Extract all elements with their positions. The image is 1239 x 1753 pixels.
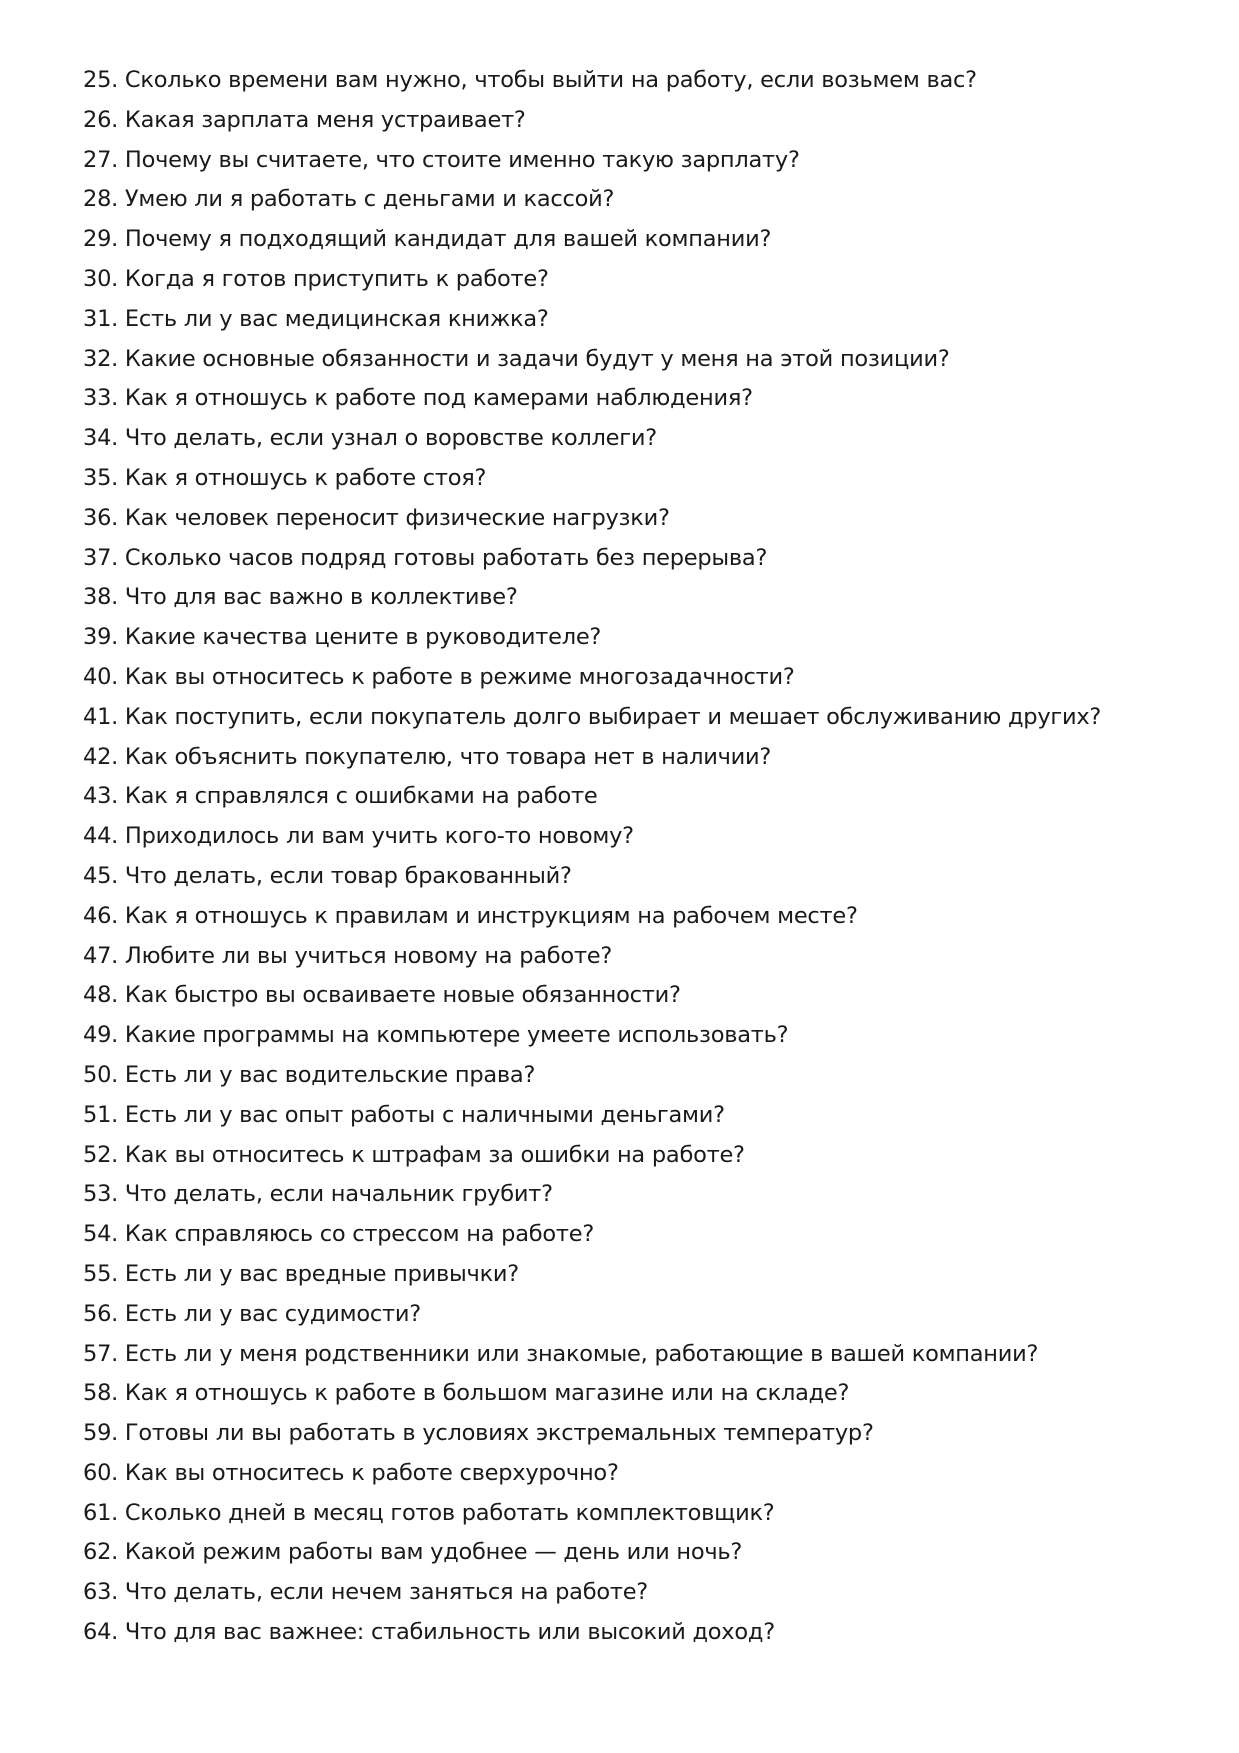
question-item: 50. Есть ли у вас водительские права? [83,1061,536,1088]
question-item: 52. Как вы относитесь к штрафам за ошибки на работе? [83,1141,745,1168]
question-item: 31. Есть ли у вас медицинская книжка? [83,305,549,332]
question-item: 58. Как я отношусь к работе в большом магазине или на складе? [83,1380,850,1407]
question-item: 40. Как вы относитесь к работе в режиме многозадачности? [83,663,795,690]
question-item: 44. Приходилось ли вам учить кого-то новому? [83,823,634,850]
question-item: 61. Сколько дней в месяц готов работать комплектовщик? [83,1499,775,1526]
question-item: 29. Почему я подходящий кандидат для вашей компании? [83,226,772,253]
question-item: 42. Как объяснить покупателю, что товара нет в наличии? [83,743,772,770]
question-item: 49. Какие программы на компьютере умеете использовать? [83,1022,789,1049]
question-item: 41. Как поступить, если покупатель долго выбирает и мешает обслуживанию других? [83,703,1102,730]
question-item: 45. Что делать, если товар бракованный? [83,862,572,889]
question-item: 63. Что делать, если нечем заняться на работе? [83,1579,648,1606]
question-item: 47. Любите ли вы учиться новому на работе? [83,942,613,969]
question-item: 28. Умею ли я работать с деньгами и кассой? [83,186,615,213]
question-item: 25. Сколько времени вам нужно, чтобы выйти на работу, если возьмем вас? [83,67,977,93]
question-item: 64. Что для вас важнее: стабильность или высокий доход? [83,1619,775,1646]
question-item: 54. Как справляюсь со стрессом на работе? [83,1221,595,1248]
question-item: 39. Какие качества цените в руководителе? [83,624,602,651]
question-item: 48. Как быстро вы осваиваете новые обязанности? [83,982,681,1009]
question-item: 56. Есть ли у вас судимости? [83,1300,421,1327]
question-item: 62. Какой режим работы вам удобнее — день или ночь? [83,1539,743,1566]
question-item: 26. Какая зарплата меня устраивает? [83,106,526,133]
question-item: 57. Есть ли у меня родственники или знакомые, работающие в вашей компании? [83,1340,1039,1367]
question-item: 59. Готовы ли вы работать в условиях экстремальных температур? [83,1420,874,1447]
question-item: 60. Как вы относитесь к работе сверхурочно? [83,1459,619,1486]
question-item: 34. Что делать, если узнал о воровстве коллеги? [83,425,657,452]
question-item: 36. Как человек переносит физические нагрузки? [83,504,670,531]
question-item: 30. Когда я готов приступить к работе? [83,265,549,292]
question-item: 33. Как я отношусь к работе под камерами наблюдения? [83,385,753,412]
question-list [83,63,1183,1655]
question-item: 35. Как я отношусь к работе стоя? [83,464,487,491]
question-item: 53. Что делать, если начальник грубит? [83,1181,553,1208]
question-item: 43. Как я справлялся с ошибками на работе [83,783,598,810]
question-item: 51. Есть ли у вас опыт работы с наличными деньгами? [83,1101,725,1128]
question-item: 27. Почему вы считаете, что стоите именно такую зарплату? [83,146,800,173]
question-item: 55. Есть ли у вас вредные привычки? [83,1260,519,1287]
question-item: 37. Сколько часов подряд готовы работать без перерыва? [83,544,768,571]
question-item: 32. Какие основные обязанности и задачи будут у меня на этой позиции? [83,345,950,372]
question-item: 46. Как я отношусь к правилам и инструкциям на рабочем месте? [83,902,858,929]
question-item: 38. Что для вас важно в коллективе? [83,584,518,611]
